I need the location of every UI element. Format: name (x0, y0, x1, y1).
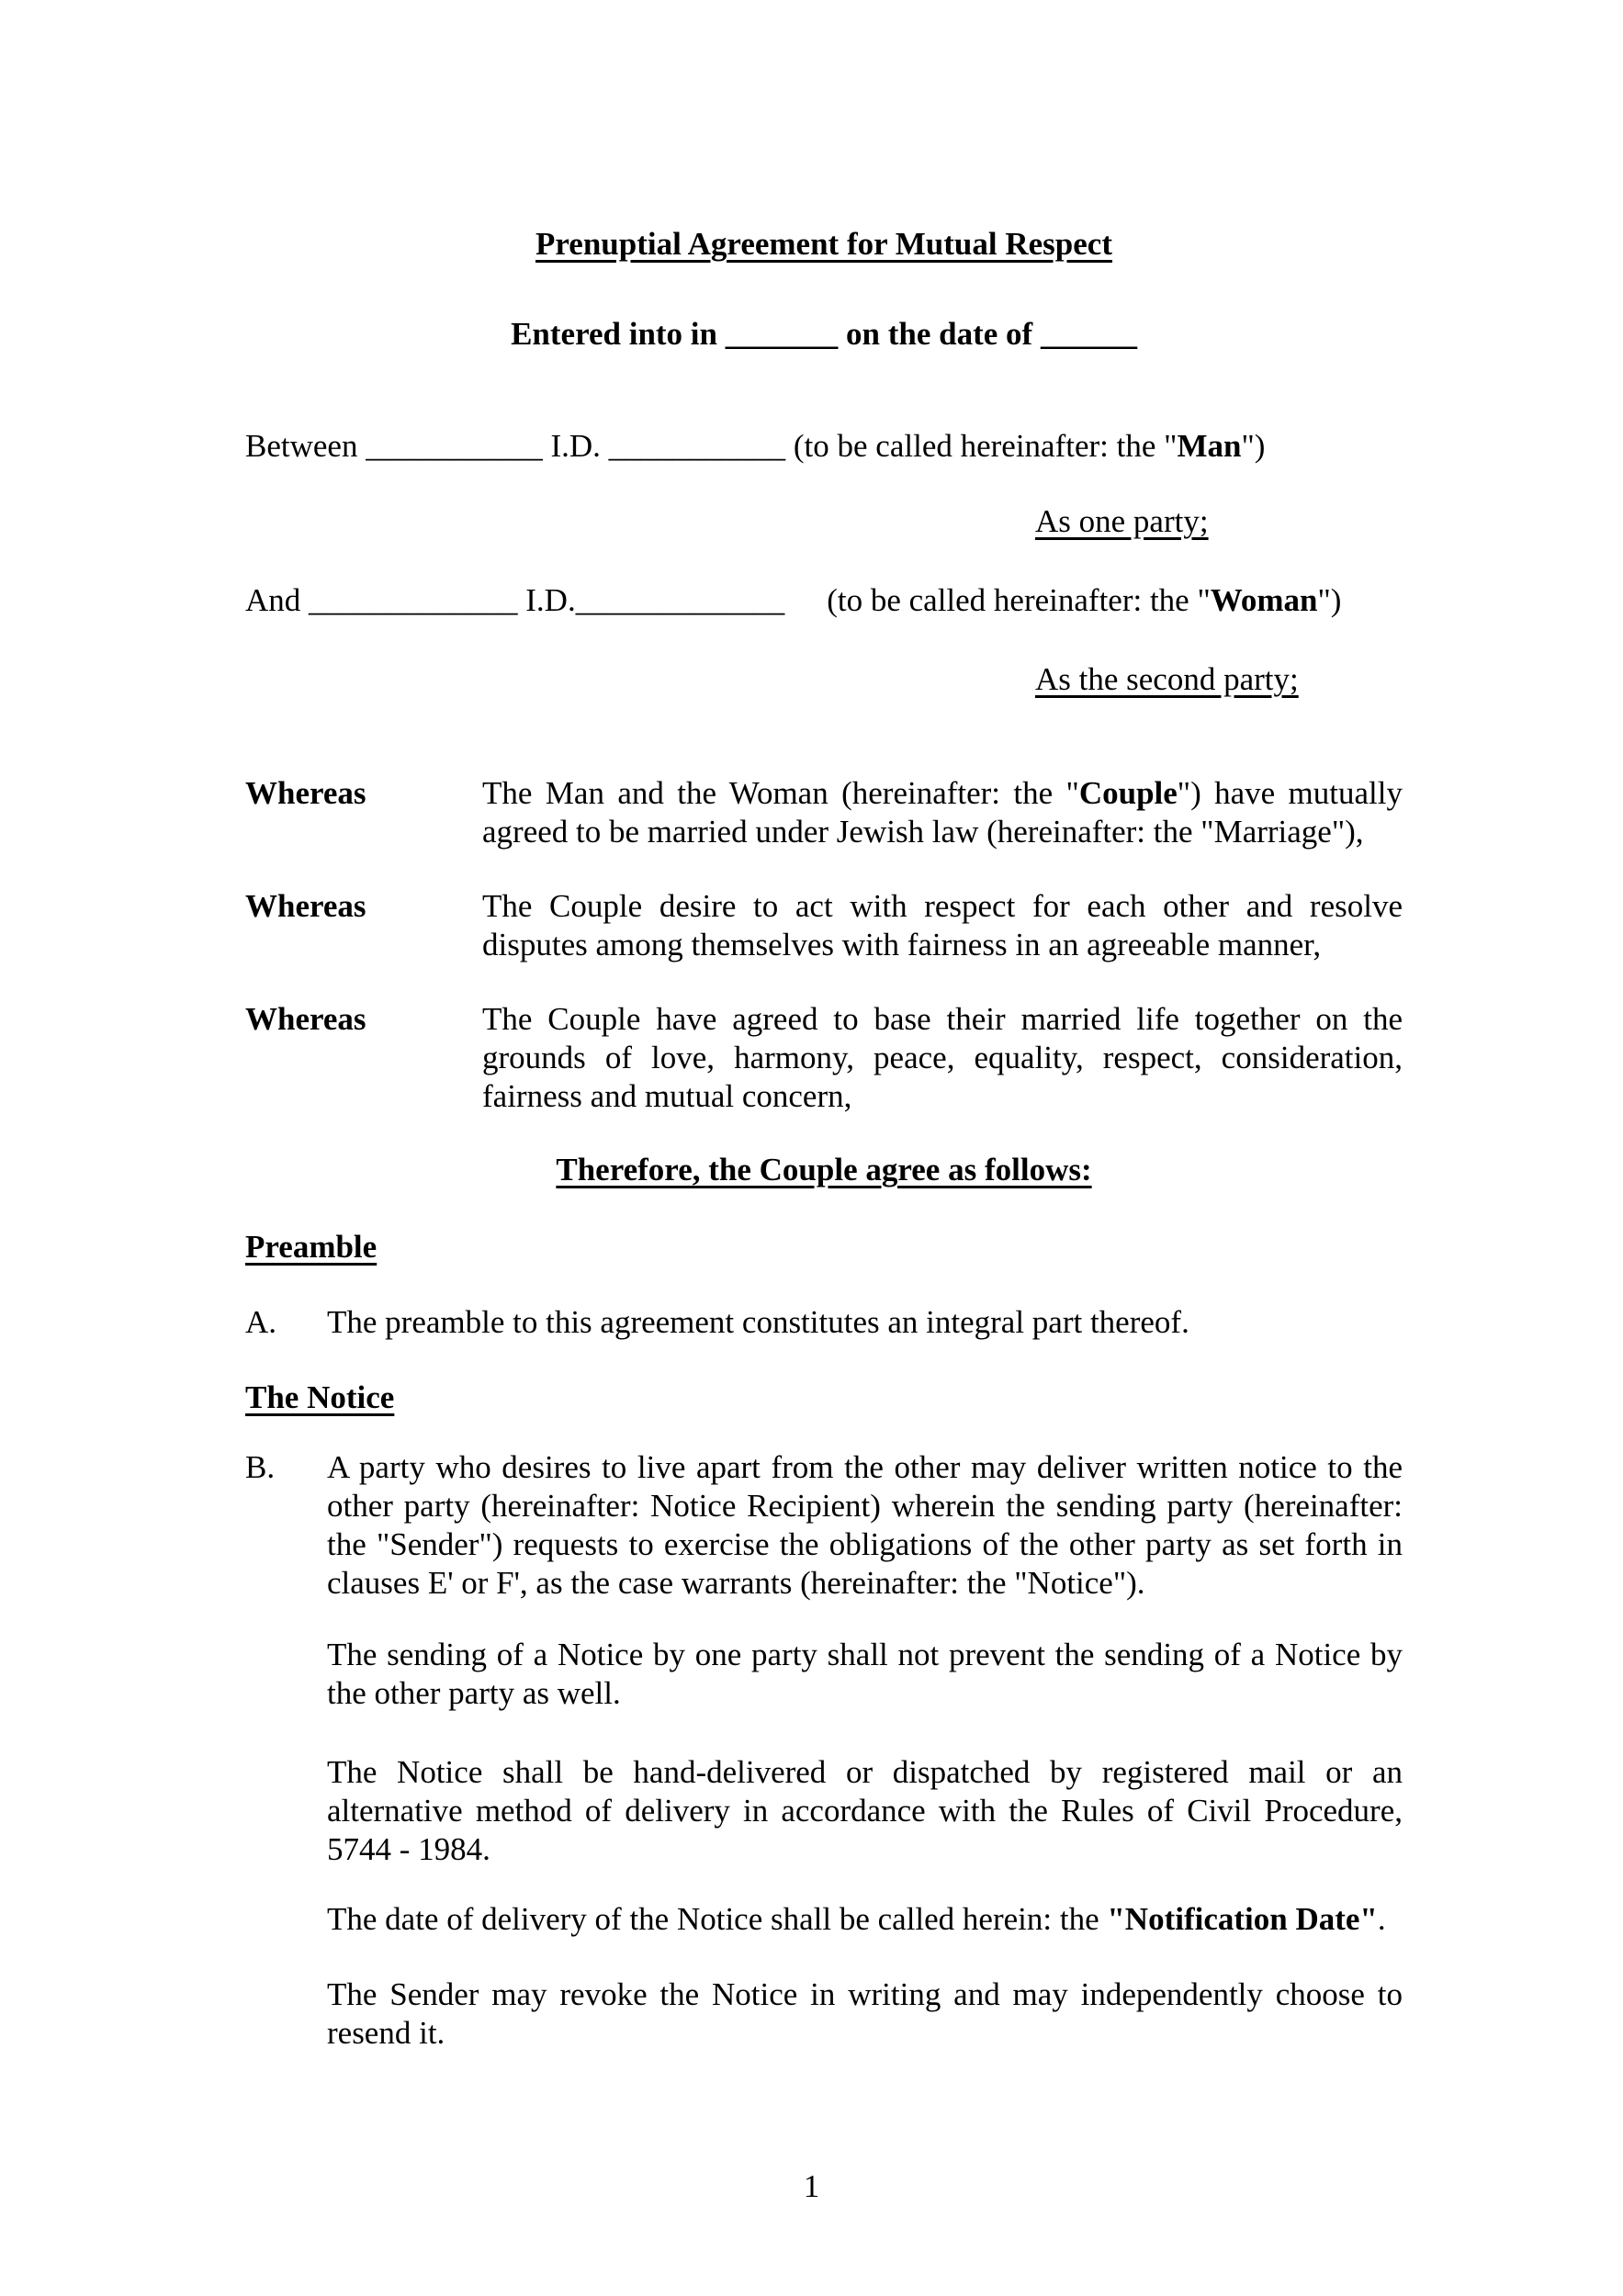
aside-one-party-text: As one party; (1035, 503, 1209, 539)
notice-paragraph-notification-date (327, 1900, 1403, 1939)
whereas-1-post: ") have mutually agreed to be married under Jewish law (hereinafter: the "Marriage"), (482, 775, 1403, 850)
clause-b (245, 1448, 1403, 1603)
place-blank-field: _______ (725, 316, 839, 352)
therefore-text: Therefore, the Couple agree as follows: (556, 1152, 1092, 1187)
date-blank-field: ______ (1040, 316, 1137, 352)
whereas-label: Whereas (245, 1001, 366, 1037)
subtitle-lead: Entered into in (511, 316, 726, 352)
whereas-text (482, 1000, 1403, 1116)
whereas-1-pre: The Man and the Woman (hereinafter: the " (482, 775, 1079, 811)
notice-paragraph-sending: The sending of a Notice by one party shall not prevent the sending of a Notice by the other party as well. (327, 1637, 1403, 1711)
section-heading-notice (245, 1379, 1403, 1417)
man-name-blank-field: ___________ (366, 428, 543, 464)
woman-id-label: I.D. (517, 582, 576, 618)
document-content (245, 225, 1403, 2053)
party-line-woman (245, 581, 1403, 620)
whereas-text (482, 887, 1403, 964)
clause-a (245, 1303, 1403, 1342)
man-id-blank-field: ___________ (608, 428, 786, 464)
notification-date-post: . (1377, 1901, 1386, 1937)
whereas-1-bold: Couple (1078, 775, 1178, 811)
clause-a-text: The preamble to this agreement constitutes an integral part thereof. (327, 1304, 1189, 1340)
section-heading-preamble (245, 1228, 1403, 1266)
notification-date-term: "Notification Date" (1107, 1901, 1378, 1937)
man-called-post: ") (1241, 428, 1266, 464)
woman-id-blank-field: _____________ (575, 582, 785, 618)
woman-called-name: Woman (1210, 582, 1318, 618)
page-number: 1 (803, 2168, 820, 2204)
whereas-3-pre: The Couple have agreed to base their married life together on the grounds of love, harmony, peace, equality, respect, consideration, fairness and mutual concern, (482, 1001, 1403, 1114)
aside-second-party (1035, 660, 1403, 699)
man-called-pre: (to be called hereinafter: the " (785, 428, 1178, 464)
notice-heading-text: The Notice (245, 1379, 395, 1415)
woman-lead: And (245, 582, 310, 618)
notice-paragraph-delivery: The Notice shall be hand-delivered or dispatched by registered mail or an alternative method of delivery in accordance with the Rules of Civil Procedure, 5744 - 1984. (327, 1754, 1403, 1867)
man-id-label: I.D. (542, 428, 609, 464)
whereas-clause-2 (245, 887, 1403, 964)
whereas-2-pre: The Couple desire to act with respect for each other and resolve disputes among themselves with fairness in an agreeable manner, (482, 888, 1403, 962)
man-lead: Between (245, 428, 366, 464)
notice-paragraph-revoke: The Sender may revoke the Notice in writing and may independently choose to resend it. (327, 1976, 1403, 2051)
woman-name-blank-field: _____________ (309, 582, 518, 618)
whereas-label: Whereas (245, 888, 366, 924)
party-line-man (245, 427, 1403, 466)
woman-called-pre: (to be called hereinafter: the " (827, 582, 1211, 618)
man-called-name: Man (1177, 428, 1242, 464)
aside-second-party-text: As the second party; (1035, 661, 1299, 697)
clause-b-label: B. (245, 1449, 276, 1485)
whereas-text (482, 774, 1403, 851)
woman-called-post: ") (1317, 582, 1342, 618)
aside-one-party (1035, 502, 1403, 541)
therefore-line (245, 1151, 1403, 1189)
clause-b-text: A party who desires to live apart from the other may deliver written notice to the other party (hereinafter: Notice Recipient) wherein the sending party (hereinafter: the "Sender") requests to exercise the obligations of the other party as set forth in clauses E' or F', as the case warrants (hereinafter: the "Notice"). (327, 1449, 1403, 1601)
document-title-text: Prenuptial Agreement for Mutual Respect (535, 226, 1112, 262)
document-subtitle (245, 315, 1403, 354)
preamble-heading-text: Preamble (245, 1229, 378, 1265)
clause-a-label: A. (245, 1304, 277, 1340)
whereas-clause-1 (245, 774, 1403, 851)
whereas-clause-3 (245, 1000, 1403, 1116)
document-title (245, 225, 1403, 264)
subtitle-mid: on the date of (838, 316, 1041, 352)
notification-date-pre: The date of delivery of the Notice shall be called herein: the (327, 1901, 1108, 1937)
whereas-label: Whereas (245, 775, 366, 811)
